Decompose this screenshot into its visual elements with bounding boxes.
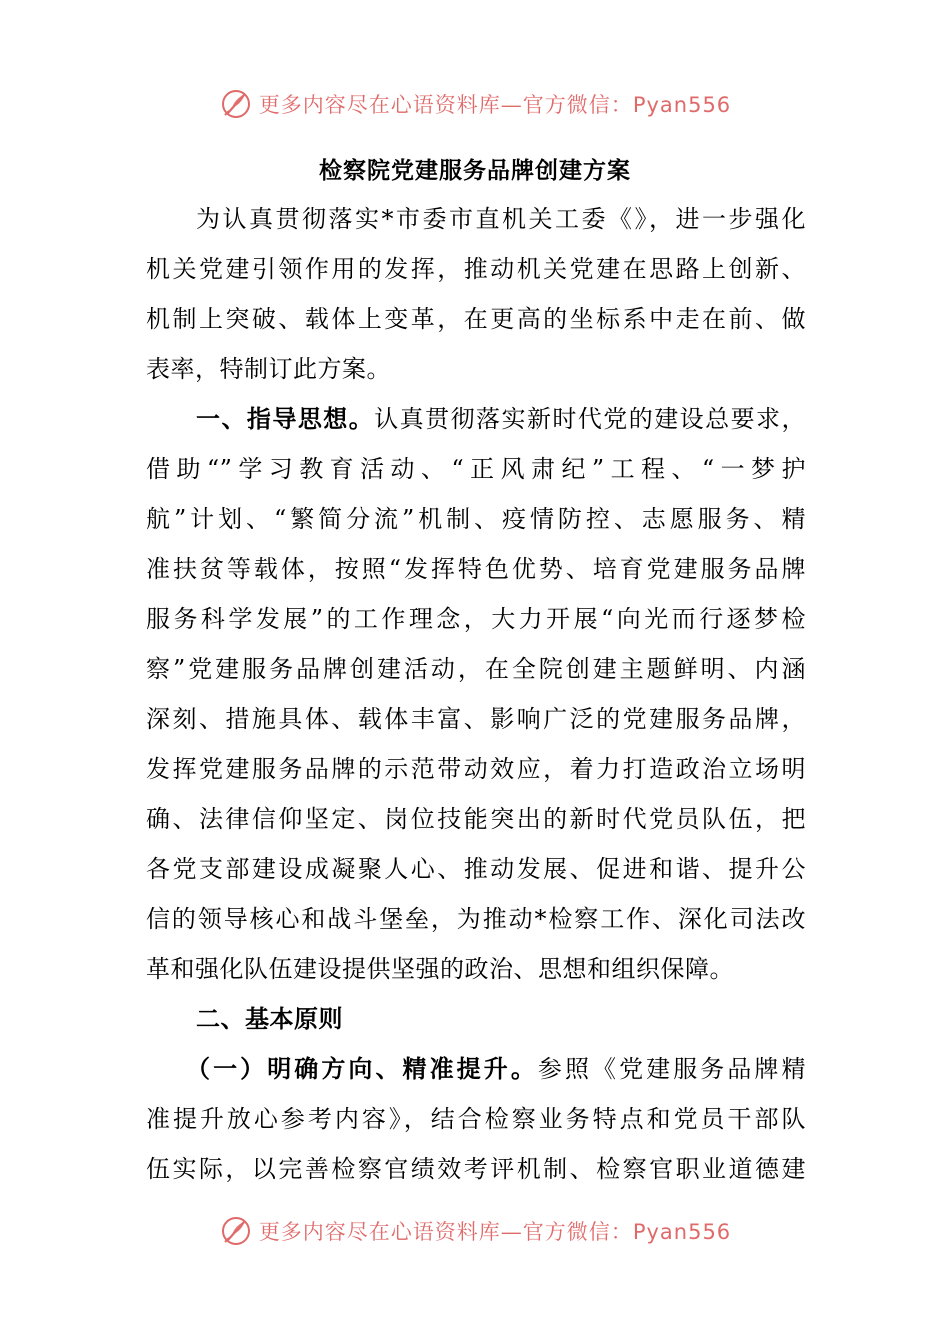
document-title: 检察院党建服务品牌创建方案 [319,157,631,184]
section1-line: 察”党建服务品牌创建活动，在全院创建主题鲜明、内涵 [146,655,806,683]
section1-line: 准扶贫等载体，按照“发挥特色优势、培育党建服务品牌 [146,555,806,583]
subsection1-first-line: （一）明确方向、精准提升。参照《党建服务品牌精 [186,1054,806,1083]
section1-first-line: 一、指导思想。认真贯彻落实新时代党的建设总要求， [196,404,806,433]
subsection1-line: 伍实际，以完善检察官绩效考评机制、检察官职业道德建 [146,1155,806,1183]
watermark-text: 更多内容尽在心语资料库—官方微信：Pyan556 [258,93,732,117]
watermark-footer [0,1211,950,1251]
section1-line: 发挥党建服务品牌的示范带动效应，着力打造政治立场明 [146,755,806,783]
section1-line: 航”计划、“繁简分流”机制、疫情防控、志愿服务、精 [146,505,806,533]
section1-line: 信的领导核心和战斗堡垒，为推动*检察工作、深化司法改 [146,905,806,933]
intro-line: 表率，特制订此方案。 [146,355,391,383]
feather-pen-circle-icon [219,87,253,121]
subsection1-heading: （一）明确方向、精准提升。 [186,1054,538,1083]
subsection1-line: 准提升放心参考内容》，结合检察业务特点和党员干部队 [146,1105,806,1133]
section1-line: 深刻、措施具体、载体丰富、影响广泛的党建服务品牌， [146,705,806,733]
intro-line: 为认真贯彻落实*市委市直机关工委《》，进一步强化 [196,205,806,233]
watermark-header [0,84,950,124]
intro-line: 机关党建引领作用的发挥，推动机关党建在思路上创新、 [146,255,806,283]
section1-line: 服务科学发展”的工作理念，大力开展“向光而行逐梦检 [146,605,806,633]
section2-heading: 二、基本原则 [196,1004,343,1033]
section1-line: 各党支部建设成凝聚人心、推动发展、促进和谐、提升公 [146,855,806,883]
section1-line: 确、法律信仰坚定、岗位技能突出的新时代党员队伍，把 [146,805,806,833]
intro-line: 机制上突破、载体上变革，在更高的坐标系中走在前、做 [146,305,806,333]
section1-heading: 一、指导思想。 [196,404,375,433]
section1-line: 革和强化队伍建设提供坚强的政治、思想和组织保障。 [146,955,734,983]
feather-pen-circle-icon [219,1214,253,1248]
section1-line: 借助“”学习教育活动、“正风肃纪”工程、“一梦护 [146,455,806,483]
watermark-text: 更多内容尽在心语资料库—官方微信：Pyan556 [258,1220,732,1244]
